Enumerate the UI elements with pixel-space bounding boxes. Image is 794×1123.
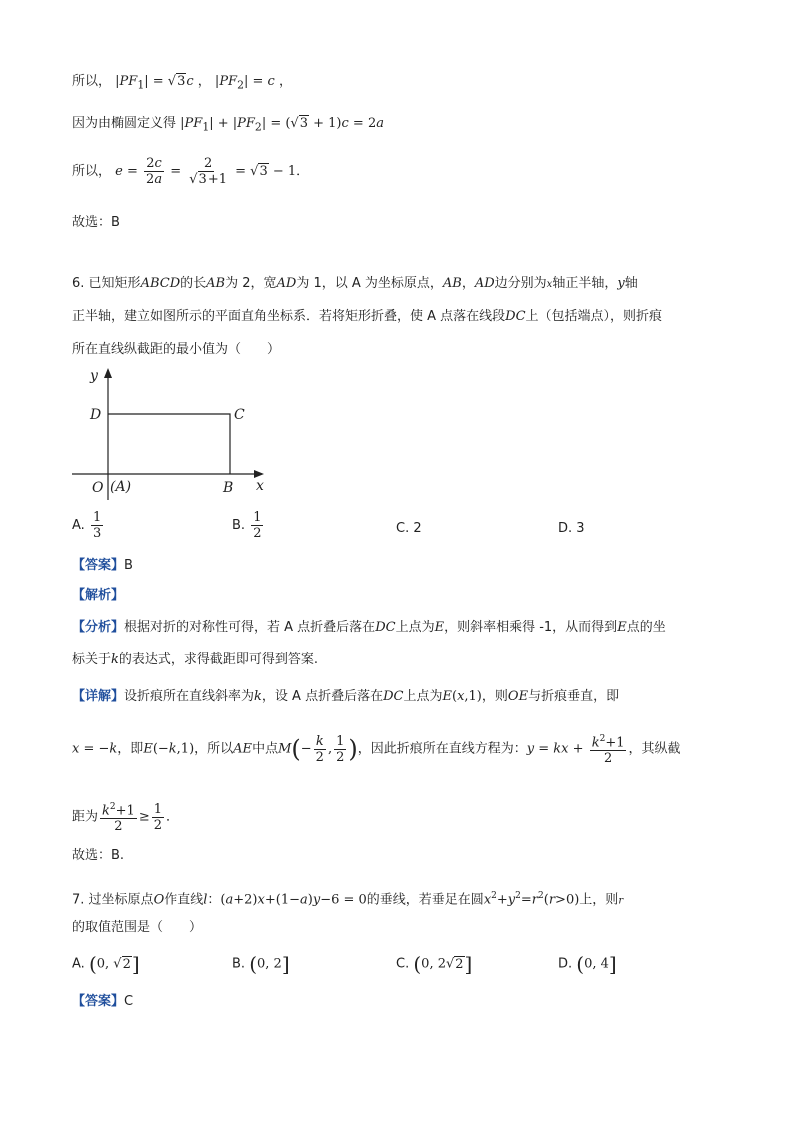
q7-option-d: D. (0, 4] bbox=[558, 952, 617, 976]
label-o: O bbox=[92, 480, 104, 496]
q6-option-b: B. $\frac{1}{2}$ bbox=[232, 510, 262, 541]
q6-choose: 故选：B. bbox=[72, 848, 125, 863]
label-c: C bbox=[234, 407, 245, 423]
q7-option-a: A. (0, √2] bbox=[72, 952, 140, 976]
line-ellipse-definition: 因为由椭圆定义得 $|PF_1| + |PF_2| = (√3 + 1)c = 2a$ bbox=[72, 116, 384, 134]
label-a: (A) bbox=[110, 479, 132, 495]
q6-answer: 【答案】B bbox=[72, 558, 133, 573]
q7-line-1: 7. 过坐标原点O作直线l：(a+2)x+(1−a)y−6 = 0的垂线，若垂足在圆$x^2+y^2=r^2(r>0)$上，则r bbox=[72, 891, 624, 908]
q6-fenxi-line-1: 【分析】根据对折的对称性可得，若 A 点折叠后落在DC上点为E，则斜率相乘得 -1，从而得到E点的坐 bbox=[72, 620, 666, 635]
q6-line-1: 6. 已知矩形ABCD的长AB为 2，宽AD为 1，以 A 为坐标原点，AB，AD边分别为x轴正半轴，y轴 bbox=[72, 276, 638, 291]
label-b: B bbox=[223, 480, 234, 496]
q6-option-d: D. 3 bbox=[558, 521, 585, 536]
q7-option-b: B. (0, 2] bbox=[232, 952, 290, 976]
q6-line-3: 所在直线纵截距的最小值为（ ） bbox=[72, 342, 281, 357]
q6-detail-line-3: 距为 $\frac{k^2+1}{2}$ ≥ $\frac{1}{2}$ ． bbox=[72, 801, 180, 835]
x-axis-arrow bbox=[254, 470, 264, 478]
q6-option-a: A. $\frac{1}{3}$ bbox=[72, 510, 102, 541]
label-x: x bbox=[256, 478, 264, 494]
previous-answer: 故选：B bbox=[72, 215, 120, 230]
q7-option-c: C. (0, 2√2] bbox=[396, 952, 473, 976]
q6-detail-line-2: x = −k，即E(−k,1)，所以AE中点M(− $\frac{k}{2}$ , $\frac{1}{2}$ )，因此折痕所在直线方程为：y = kx + $\frac{k^2+1}{2}$ ，其纵截 bbox=[72, 733, 681, 767]
q6-line-2: 正半轴，建立如图所示的平面直角坐标系．若将矩形折叠，使 A 点落在线段DC上（包括端点），则折痕 bbox=[72, 309, 663, 324]
q7-line-2: 的取值范围是（ ） bbox=[72, 920, 203, 935]
coordinate-figure bbox=[68, 364, 278, 504]
line-eccentricity: 所以， e = $\frac{2c}{2a}$ = $\frac{2}{√3+1}$ = √3 − 1． bbox=[72, 156, 310, 187]
rectangle bbox=[108, 414, 230, 474]
y-axis-arrow bbox=[104, 368, 112, 378]
q6-option-c: C. 2 bbox=[396, 521, 422, 536]
label-y: y bbox=[90, 368, 98, 384]
q6-fenxi-line-2: 标关于k的表达式，求得截距即可得到答案. bbox=[72, 652, 319, 667]
line-pf-values: 所以， $|PF_1| = √3c$ ， $|PF_2| = c$ ， bbox=[72, 74, 292, 92]
q7-answer: 【答案】C bbox=[72, 994, 134, 1009]
label-d: D bbox=[90, 407, 102, 423]
q6-analysis: 【解析】 bbox=[72, 588, 125, 603]
q6-detail-line-1: 【详解】设折痕所在直线斜率为k，设 A 点折叠后落在DC上点为E(x,1)，则OE与折痕垂直，即 bbox=[72, 689, 620, 704]
